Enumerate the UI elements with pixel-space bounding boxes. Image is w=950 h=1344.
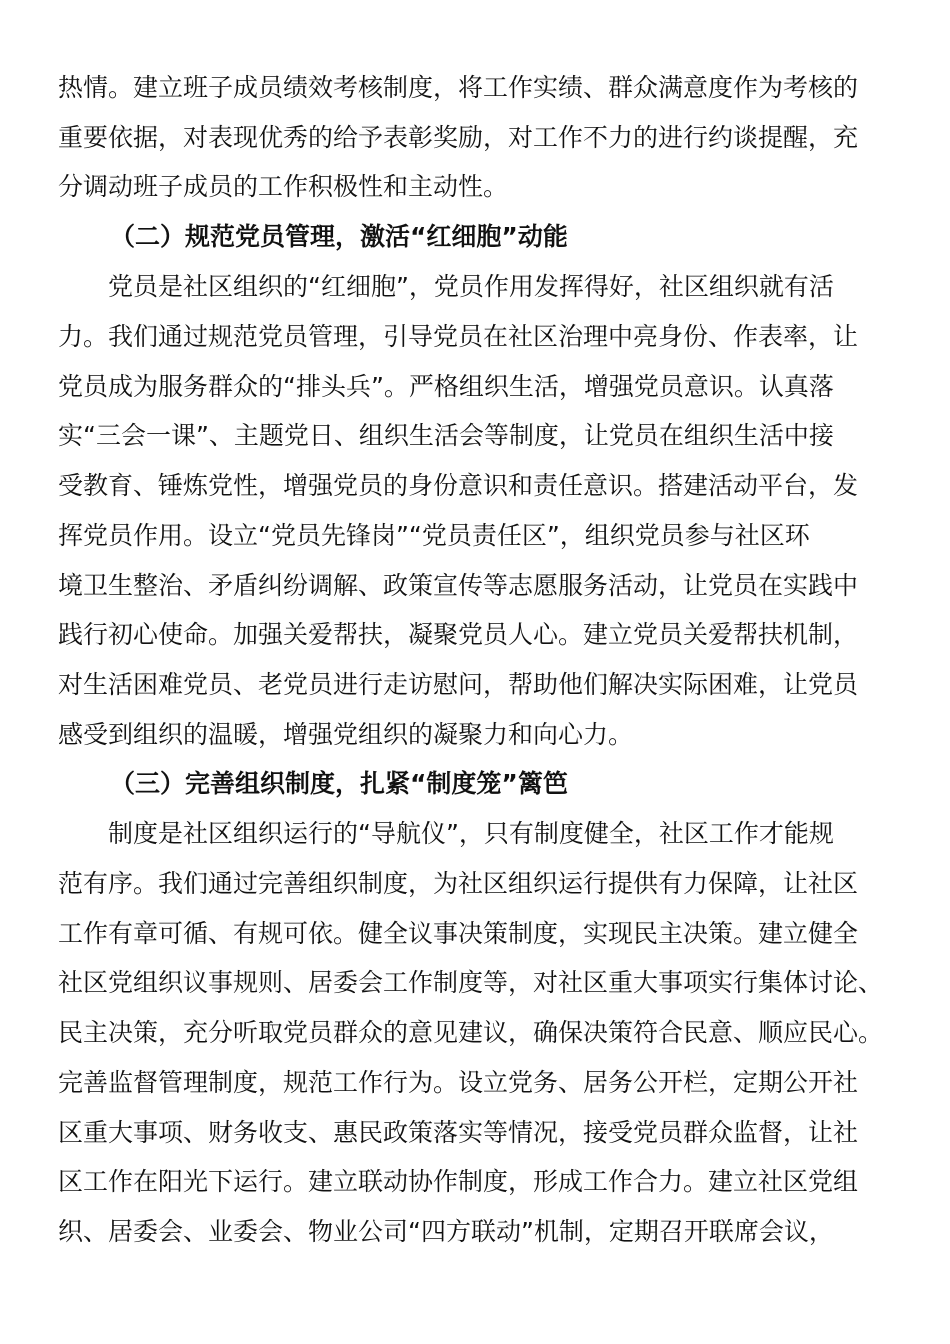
line-text: 分调动班子成员的工作积极性和主动性。 [58, 172, 509, 201]
paragraph-line [0, 1108, 950, 1158]
line-text: 党员成为服务群众的“排头兵”。严格组织生活，增强党员意识。认真落 [58, 372, 834, 401]
line-text: 挥党员作用。设立“党员先锋岗”“党员责任区”，组织党员参与社区环 [58, 521, 810, 550]
line-text: 区工作在阳光下运行。建立联动协作制度，形成工作合力。建立社区党组 [58, 1167, 859, 1196]
line-text: 制度是社区组织运行的“导航仪”，只有制度健全，社区工作才能规 [108, 819, 834, 848]
line-text: 实“三会一课”、主题党日、组织生活会等制度，让党员在组织生活中接 [58, 421, 834, 450]
paragraph-line [0, 610, 950, 660]
line-text: 热情。建立班子成员绩效考核制度，将工作实绩、群众满意度作为考核的 [58, 73, 859, 102]
line-text: 践行初心使命。加强关爱帮扶，凝聚党员人心。建立党员关爱帮扶机制， [58, 620, 859, 649]
paragraph-line [0, 1207, 950, 1257]
paragraph-line [0, 511, 950, 561]
paragraph-line [0, 809, 950, 859]
line-text: 重要依据，对表现优秀的给予表彰奖励，对工作不力的进行约谈提醒，充 [58, 123, 859, 152]
line-text: 工作有章可循、有规可依。健全议事决策制度，实现民主决策。建立健全 [58, 919, 859, 948]
paragraph-line [0, 411, 950, 461]
paragraph-line [0, 710, 950, 760]
line-text: 完善监督管理制度，规范工作行为。设立党务、居务公开栏，定期公开社 [58, 1068, 859, 1097]
paragraph-line [0, 561, 950, 611]
paragraph-line [0, 461, 950, 511]
line-text: 民主决策，充分听取党员群众的意见建议，确保决策符合民意、顺应民心。 [58, 1018, 884, 1047]
line-text: 社区党组织议事规则、居委会工作制度等，对社区重大事项实行集体讨论、 [58, 968, 884, 997]
line-text: 感受到组织的温暖，增强党组织的凝聚力和向心力。 [58, 720, 634, 749]
paragraph-line [0, 909, 950, 959]
line-text: 范有序。我们通过完善组织制度，为社区组织运行提供有力保障，让社区 [58, 869, 859, 898]
line-text: 境卫生整治、矛盾纠纷调解、政策宣传等志愿服务活动，让党员在实践中 [58, 571, 859, 600]
paragraph-line [0, 312, 950, 362]
paragraph-line [0, 63, 950, 113]
line-text: 受教育、锤炼党性，增强党员的身份意识和责任意识。搭建活动平台，发 [58, 471, 859, 500]
paragraph-line [0, 1058, 950, 1108]
paragraph-line [0, 113, 950, 163]
line-text: 区重大事项、财务收支、惠民政策落实等情况，接受党员群众监督，让社 [58, 1118, 859, 1147]
paragraph-line [0, 362, 950, 412]
line-text: 党员是社区组织的“红细胞”，党员作用发挥得好，社区组织就有活 [108, 272, 834, 301]
paragraph-line [0, 1008, 950, 1058]
paragraph-line [0, 262, 950, 312]
paragraph-line [0, 859, 950, 909]
section-heading-3 [0, 759, 950, 809]
heading-text: （三）完善组织制度，扎紧“制度笼”篱笆 [110, 769, 568, 798]
paragraph-line [0, 958, 950, 1008]
heading-text: （二）规范党员管理，激活“红细胞”动能 [110, 222, 568, 251]
paragraph-line [0, 660, 950, 710]
line-text: 力。我们通过规范党员管理，引导党员在社区治理中亮身份、作表率，让 [58, 322, 859, 351]
line-text: 织、居委会、业委会、物业公司“四方联动”机制，定期召开联席会议， [58, 1217, 834, 1246]
paragraph-line [0, 1157, 950, 1207]
section-heading-2 [0, 212, 950, 262]
line-text: 对生活困难党员、老党员进行走访慰问，帮助他们解决实际困难，让党员 [58, 670, 859, 699]
paragraph-line [0, 162, 950, 212]
